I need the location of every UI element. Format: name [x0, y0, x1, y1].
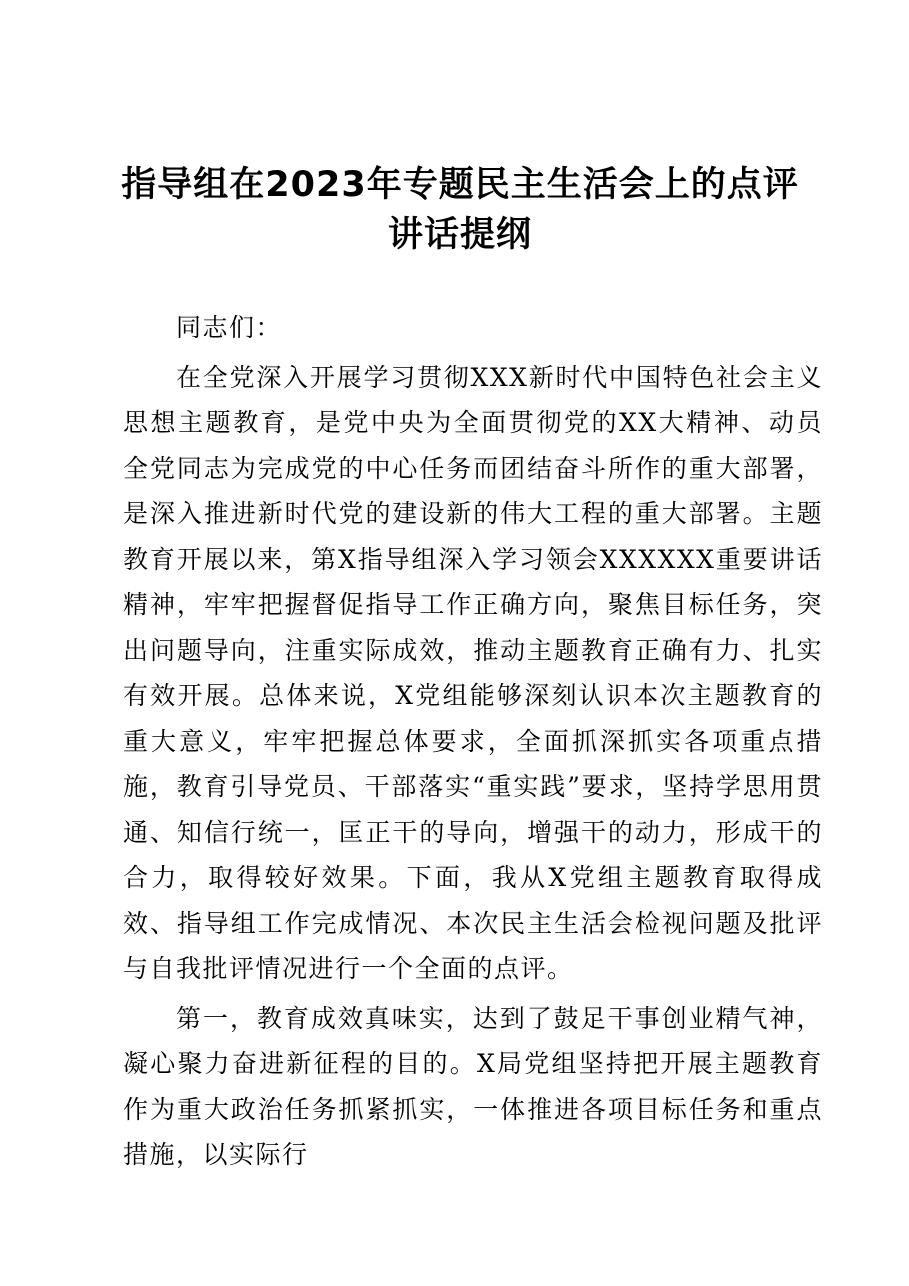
paragraph-first-point: 第一，教育成效真味实，达到了鼓足干事创业精气神，凝心聚力奋进新征程的目的。X局党组坚持把开展主题教育作为重大政治任务抓紧抓实，一体推进各项目标任务和重点措施，以实际行 — [123, 1003, 823, 1169]
document-title: 指导组在2023年专题民主生活会上的点评讲话提纲 — [121, 165, 799, 255]
document-body — [123, 305, 823, 1182]
salutation: 同志们： — [176, 313, 283, 342]
paragraph-intro: 在全党深入开展学习贯彻XXX新时代中国特色社会主义思想主题教育，是党中央为全面贯彻党的XX大精神、动员全党同志为完成党的中心任务而团结奋斗所作的重大部署，是深入推进新时代党的建设新的伟大工程的重大部署。主题教育开展以来，第X指导组深入学习领会XXXXXX重要讲话精神，牢牢把握督促指导工作正确方向，聚焦目标任务，突出问题导向，注重实际成效，推动主题教育正确有力、扎实有效开展。总体来说，X党组能够深刻认识本次主题教育的重大意义，牢牢把握总体要求，全面抓深抓实各项重点措施，教育引导党员、干部落实“重实践”要求，坚持学思用贯通、知信行统一，匡正干的导向，增强干的动力，形成干的合力，取得较好效果。下面，我从X党组主题教育取得成效、指导组工作完成情况、本次民主生活会检视问题及批评与自我批评情况进行一个全面的点评。 — [123, 362, 823, 983]
